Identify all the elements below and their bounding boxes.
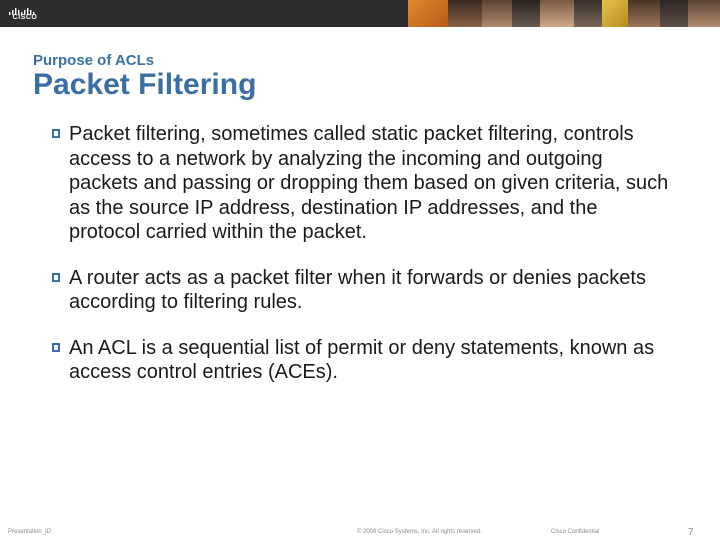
header-banner bbox=[0, 0, 720, 27]
bullet-item bbox=[52, 336, 672, 385]
bullet-item bbox=[52, 122, 672, 245]
photo-person-6 bbox=[628, 0, 660, 27]
photo-person-7 bbox=[660, 0, 688, 27]
photo-orange-tile bbox=[408, 0, 448, 27]
photo-person-3 bbox=[512, 0, 540, 27]
bullet-list bbox=[52, 122, 672, 385]
page-title: Packet Filtering bbox=[33, 68, 257, 101]
confidential-label: Cisco Confidential bbox=[551, 529, 600, 535]
photo-yellow-tile bbox=[602, 0, 628, 27]
square-bullet-icon bbox=[52, 343, 60, 352]
presentation-id: Presentation_ID bbox=[8, 529, 52, 535]
square-bullet-icon bbox=[52, 273, 60, 282]
copyright-text: © 2008 Cisco Systems, Inc. All rights reserved. bbox=[357, 529, 482, 535]
photo-person-8 bbox=[688, 0, 720, 27]
section-subtitle: Purpose of ACLs bbox=[33, 52, 155, 69]
photo-person-4 bbox=[540, 0, 574, 27]
slide-footer bbox=[0, 527, 720, 540]
photo-person-1 bbox=[448, 0, 482, 27]
page-number: 7 bbox=[688, 527, 694, 538]
header-photo-strip bbox=[408, 0, 720, 27]
photo-person-2 bbox=[482, 0, 512, 27]
square-bullet-icon bbox=[52, 129, 60, 138]
photo-person-5 bbox=[574, 0, 602, 27]
bullet-item bbox=[52, 266, 672, 315]
cisco-logo bbox=[7, 4, 43, 22]
bullet-text: A router acts as a packet filter when it forwards or denies packets according to filtering rules. bbox=[69, 266, 646, 313]
bullet-text: An ACL is a sequential list of permit or deny statements, known as access control entries (ACEs). bbox=[69, 336, 655, 383]
bullet-text: Packet filtering, sometimes called static packet filtering, controls access to a network by analyzing the incoming and outgoing packets and passing or dropping them based on given criteria, such as the source IP address, destination IP addresses, and the protocol carried within the packet. bbox=[69, 123, 669, 243]
logo-wordmark: CISCO bbox=[12, 14, 38, 21]
